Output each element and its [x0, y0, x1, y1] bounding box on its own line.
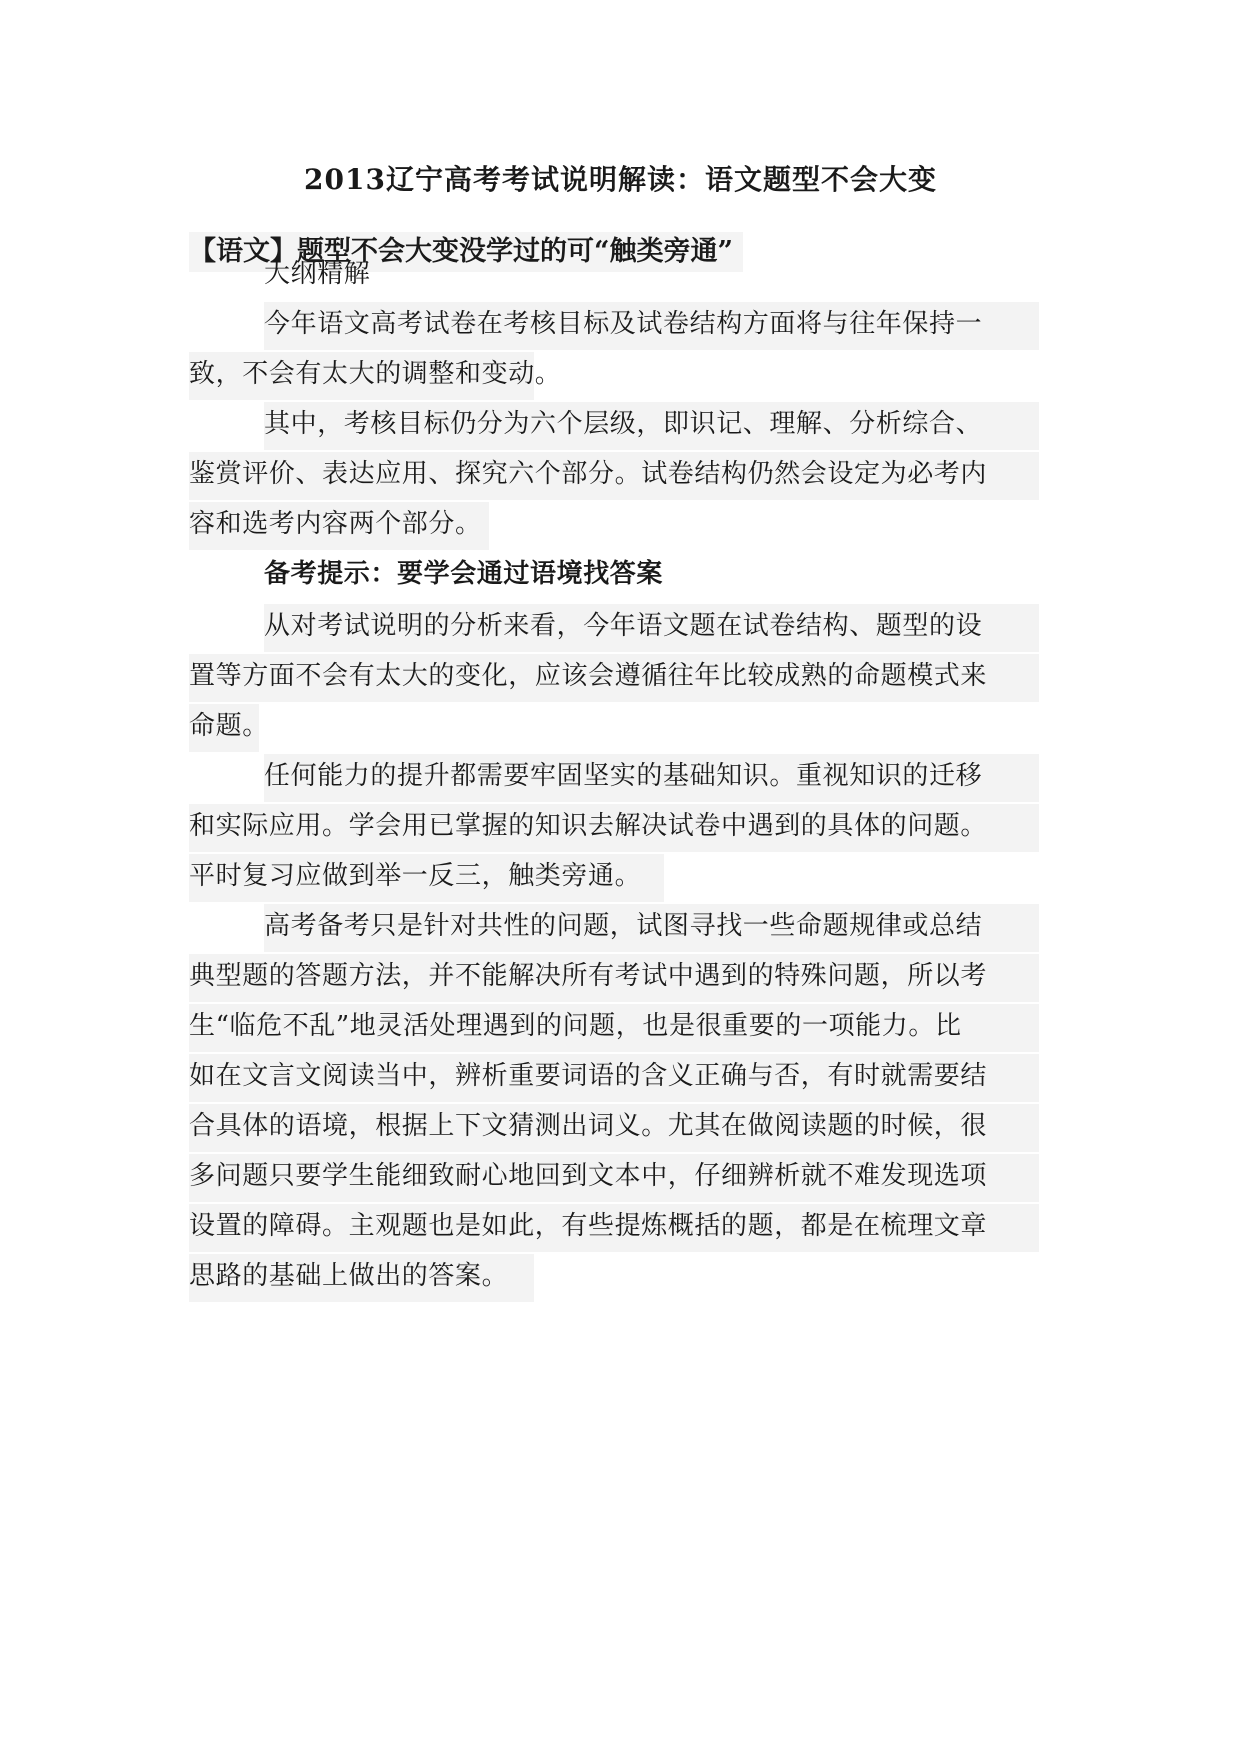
paragraph-line: 多问题只要学生能细致耐心地回到文本中，仔细辨析就不难发现选项	[189, 1154, 1039, 1202]
paragraph-line: 和实际应用。学会用已掌握的知识去解决试卷中遇到的具体的问题。	[189, 804, 1039, 852]
paragraph-line: 今年语文高考试卷在考核目标及试卷结构方面将与往年保持一	[264, 302, 1039, 350]
section-heading-outline: 大纲精解	[264, 259, 371, 289]
paragraph-line: 生“临危不乱”地灵活处理遇到的问题，也是很重要的一项能力。比	[189, 1004, 1039, 1052]
paragraph-line: 设置的障碍。主观题也是如此，有些提炼概括的题，都是在梳理文章	[189, 1204, 1039, 1252]
paragraph-line: 任何能力的提升都需要牢固坚实的基础知识。重视知识的迁移	[264, 754, 1039, 802]
paragraph-line: 命题。	[189, 704, 259, 752]
paragraph-line: 置等方面不会有太大的变化，应该会遵循往年比较成熟的命题模式来	[189, 654, 1039, 702]
paragraph-line: 容和选考内容两个部分。	[189, 502, 489, 550]
paragraph-line: 平时复习应做到举一反三，触类旁通。	[189, 854, 664, 902]
section-heading-exam-tips: 备考提示：要学会通过语境找答案	[264, 559, 664, 589]
paragraph-line: 典型题的答题方法，并不能解决所有考试中遇到的特殊问题，所以考	[189, 954, 1039, 1002]
paragraph-line: 合具体的语境，根据上下文猜测出词义。尤其在做阅读题的时候，很	[189, 1104, 1039, 1152]
paragraph-line: 鉴赏评价、表达应用、探究六个部分。试卷结构仍然会设定为必考内	[189, 452, 1039, 500]
page-title: 2013辽宁高考考试说明解读：语文题型不会大变	[304, 163, 937, 196]
paragraph-line: 致，不会有太大的调整和变动。	[189, 352, 534, 400]
paragraph-line: 如在文言文阅读当中，辨析重要词语的含义正确与否，有时就需要结	[189, 1054, 1039, 1102]
subheading: 【语文】题型不会大变没学过的可“触类旁通”	[189, 232, 743, 272]
paragraph-line: 从对考试说明的分析来看，今年语文题在试卷结构、题型的设	[264, 604, 1039, 652]
paragraph-line: 思路的基础上做出的答案。	[189, 1254, 534, 1302]
paragraph-line: 其中，考核目标仍分为六个层级，即识记、理解、分析综合、	[264, 402, 1039, 450]
paragraph-line: 高考备考只是针对共性的问题，试图寻找一些命题规律或总结	[264, 904, 1039, 952]
